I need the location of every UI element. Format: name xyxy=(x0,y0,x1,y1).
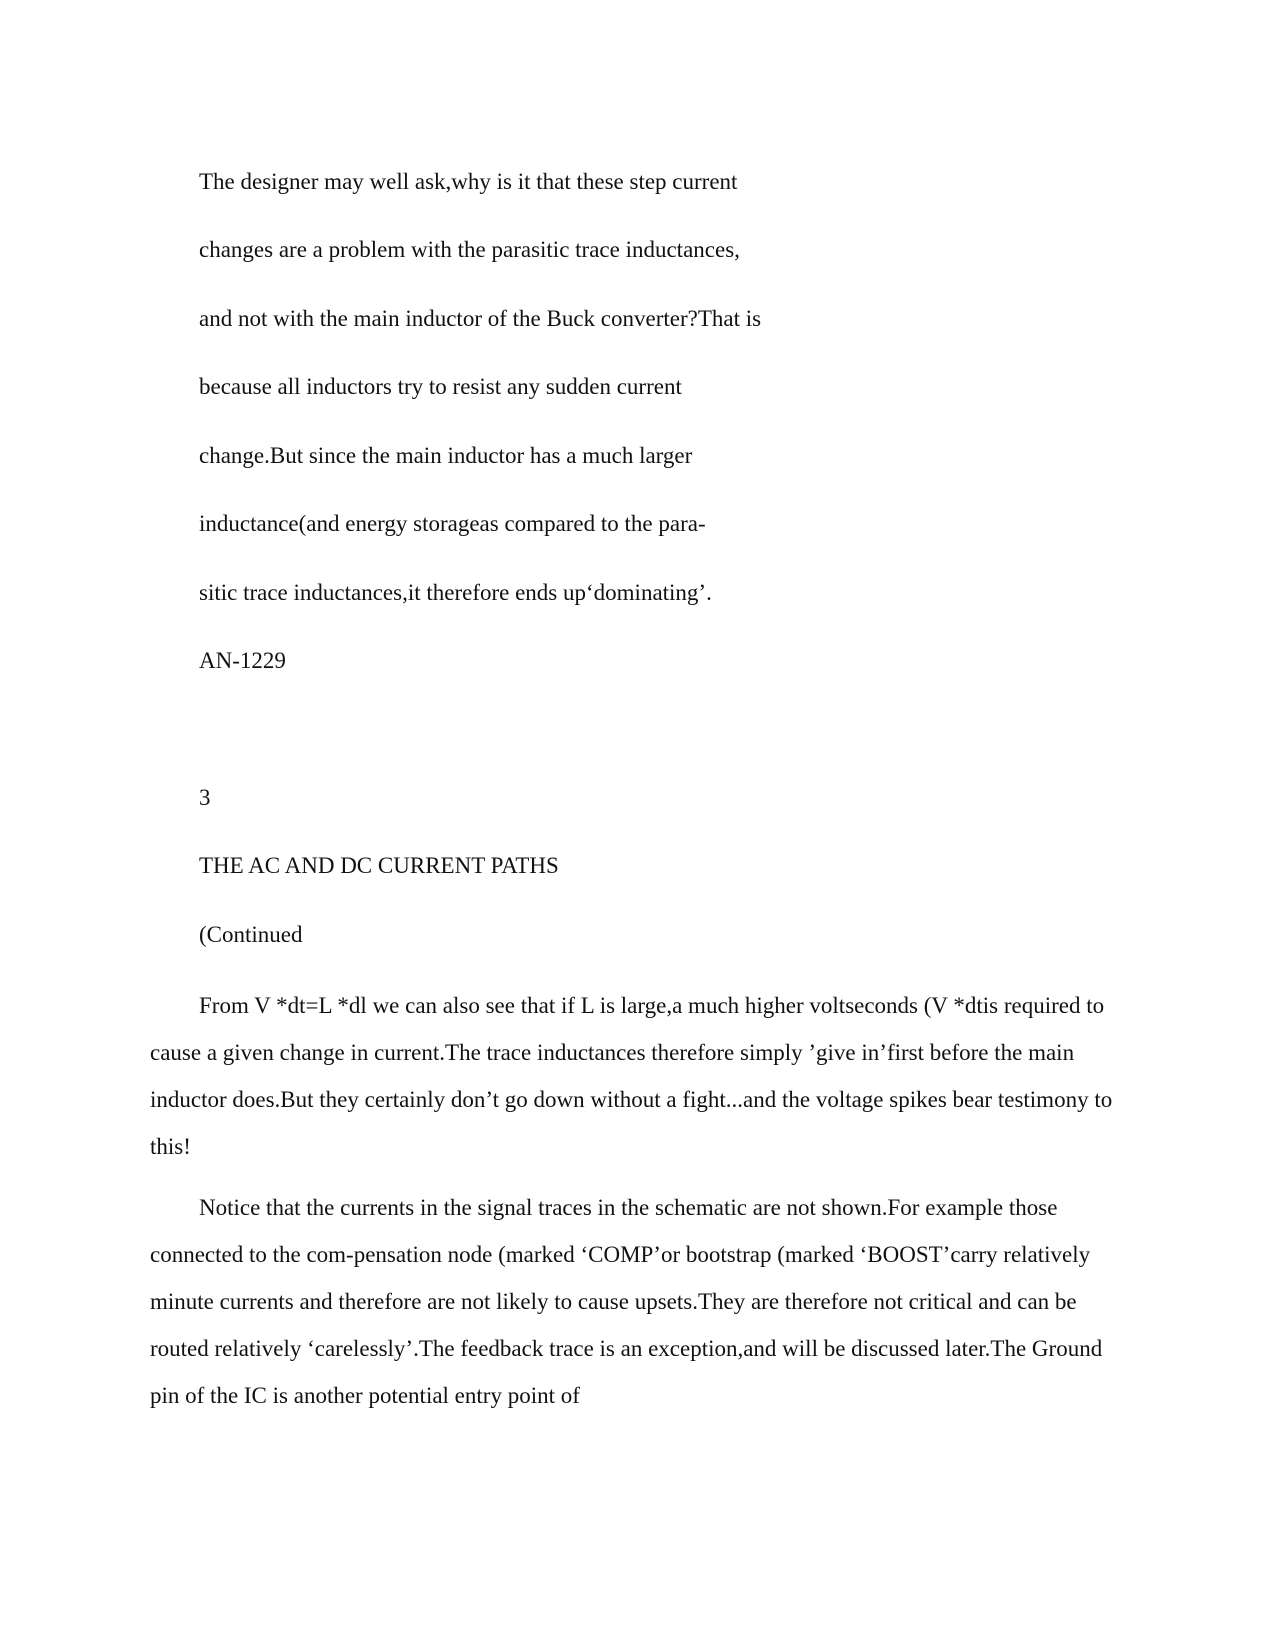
intro-line: inductance(and energy storageas compared to the para- xyxy=(199,511,706,536)
intro-line: because all inductors try to resist any sudden current xyxy=(199,374,682,399)
section-heading: THE AC AND DC CURRENT PATHS xyxy=(199,853,559,878)
intro-line: and not with the main inductor of the Buck converter?That is xyxy=(199,306,762,331)
continued-label: (Continued xyxy=(199,922,303,947)
document-id: AN-1229 xyxy=(199,648,286,673)
body-paragraph: From V *dt=L *dl we can also see that if L is large,a much higher voltseconds (V *dtis required to cause a given change in current.The trace inductances therefore simply ’give in’first before the main inductor does.But they certainly don’t go down without a fight...and the voltage spikes bear testimony to this! xyxy=(150,993,1113,1159)
intro-line: sitic trace inductances,it therefore ends up‘dominating’. xyxy=(199,580,712,605)
body-paragraph: Notice that the currents in the signal traces in the schematic are not shown.For example those connected to the com-pensation node (marked ‘COMP’or bootstrap (marked ‘BOOST’carry relatively minute currents and therefore are not likely to cause upsets.They are therefore not critical and can be routed relatively ‘carelessly’.The feedback trace is an exception,and will be discussed later.The Ground pin of the IC is another potential entry point of xyxy=(150,1195,1103,1408)
page-number: 3 xyxy=(199,785,211,810)
intro-line: changes are a problem with the parasitic trace inductances, xyxy=(199,237,740,262)
intro-line: change.But since the main inductor has a much larger xyxy=(199,443,693,468)
intro-line: The designer may well ask,why is it that these step current xyxy=(199,169,738,194)
